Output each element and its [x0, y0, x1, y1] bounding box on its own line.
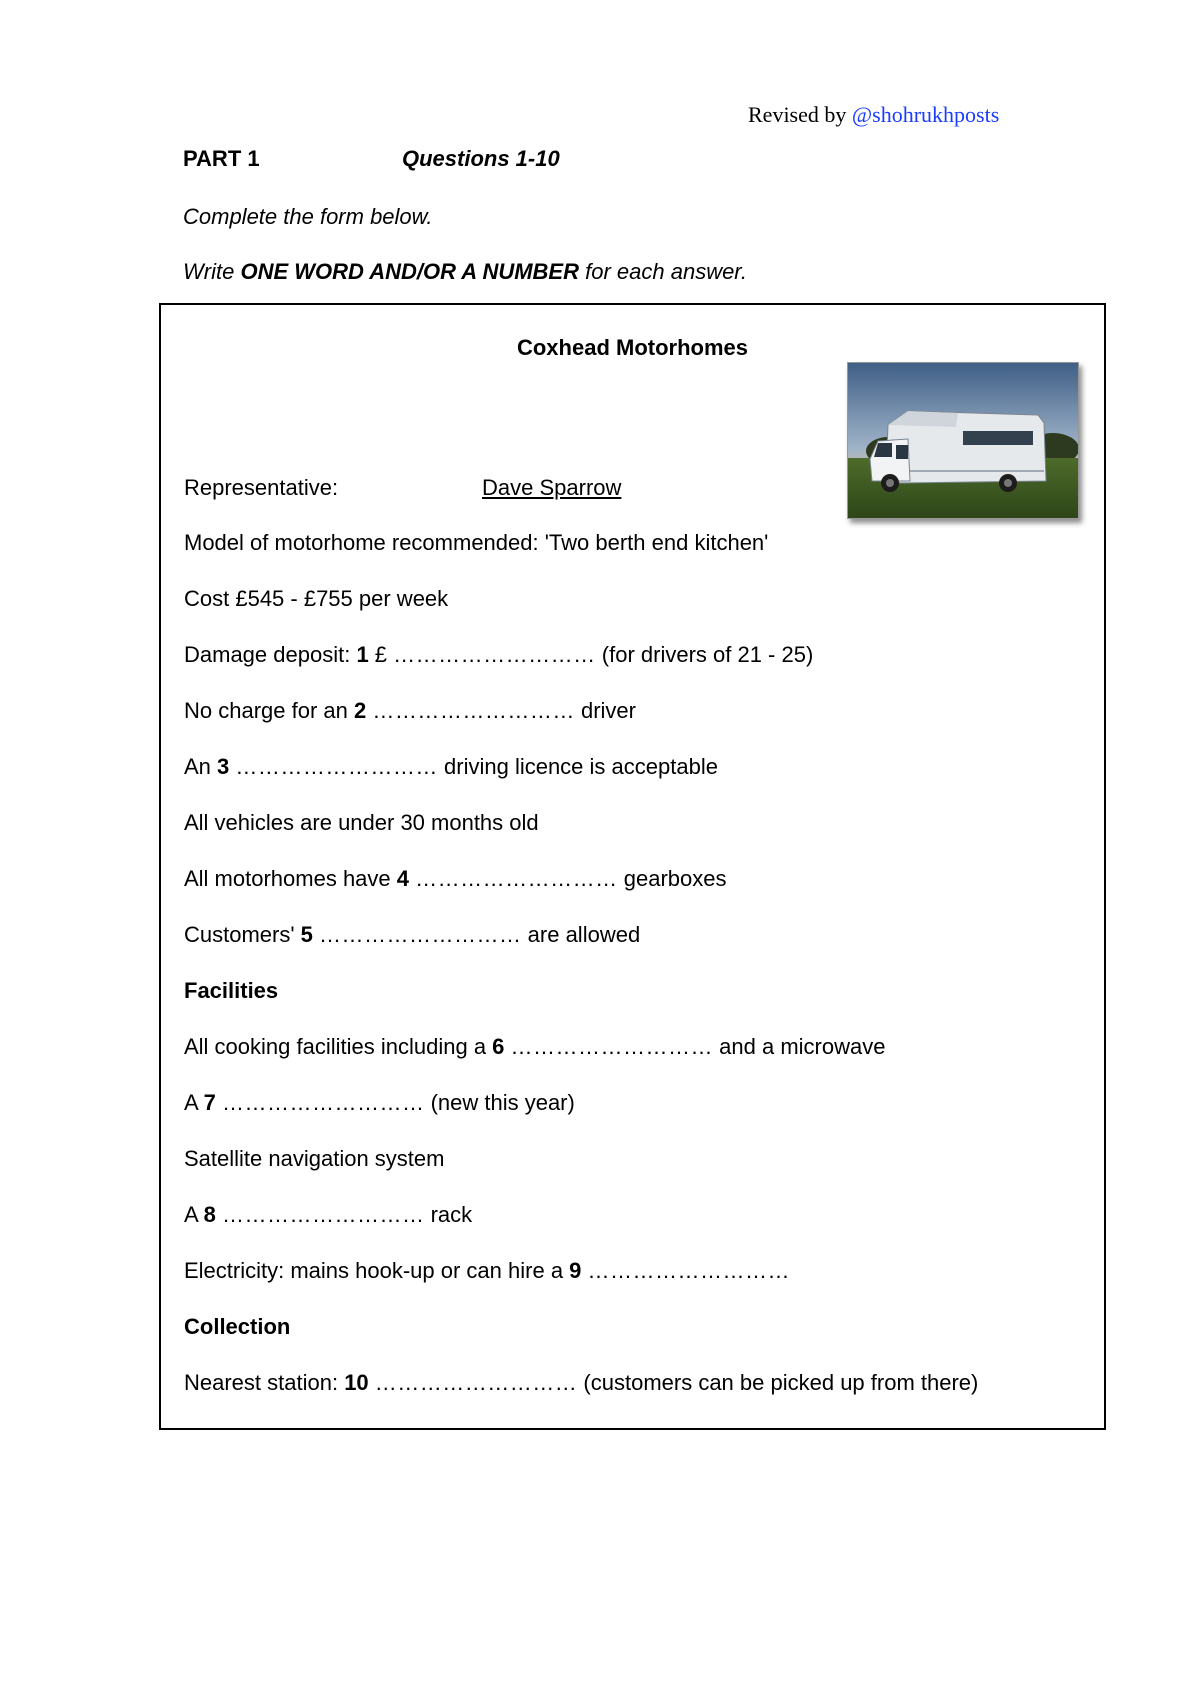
instruction-post: for each answer.: [579, 259, 747, 284]
q1-number: 1: [356, 642, 369, 667]
q8-post: rack: [424, 1202, 473, 1227]
q4-number: 4: [396, 866, 410, 891]
representative-label: Representative:: [184, 475, 339, 500]
form-box: [159, 303, 1106, 1430]
q10-pre: Nearest station:: [184, 1370, 345, 1395]
answer-blank-2[interactable]: ………………………: [372, 698, 575, 723]
collection-heading: Collection: [184, 1314, 291, 1339]
question-2: [184, 698, 636, 724]
revised-prefix: Revised by: [748, 102, 852, 127]
part-label: PART 1: [183, 146, 260, 171]
q10-number: 10: [344, 1370, 369, 1395]
question-6: [184, 1034, 885, 1060]
instruction-write: [183, 259, 747, 285]
q7-pre: A: [184, 1090, 204, 1115]
vehicles-line: All vehicles are under 30 months old: [184, 810, 539, 835]
facilities-heading: Facilities: [184, 978, 279, 1003]
revised-by: [748, 102, 999, 128]
question-8: [184, 1202, 472, 1228]
question-3: [184, 754, 718, 780]
q6-pre: All cooking facilities including a: [184, 1034, 493, 1059]
satnav-line: Satellite navigation system: [184, 1146, 445, 1171]
q1-post: (for drivers of 21 - 25): [595, 642, 814, 667]
revised-handle-link[interactable]: @shohrukhposts: [851, 102, 1000, 127]
model-line: Model of motorhome recommended: 'Two berth end kitchen': [184, 530, 769, 555]
answer-blank-3[interactable]: ………………………: [235, 754, 438, 779]
form-title: Coxhead Motorhomes: [516, 335, 749, 360]
q9-number: 9: [569, 1258, 582, 1283]
answer-blank-9[interactable]: ………………………: [587, 1258, 791, 1283]
q5-pre: Customers': [184, 922, 301, 947]
q2-number: 2: [353, 698, 367, 723]
question-5: [184, 922, 640, 948]
instruction-bold: ONE WORD AND/OR A NUMBER: [240, 259, 579, 284]
q7-post: (new this year): [424, 1090, 575, 1115]
q4-pre: All motorhomes have: [184, 866, 397, 891]
q10-post: (customers can be picked up from there): [577, 1370, 979, 1395]
cost-line: Cost £545 - £755 per week: [184, 586, 449, 611]
question-10: [184, 1370, 978, 1396]
q9-pre: Electricity: mains hook-up or can hire a: [184, 1258, 570, 1283]
q3-pre: An: [184, 754, 218, 779]
q1-pre: Damage deposit:: [184, 642, 357, 667]
q6-number: 6: [492, 1034, 505, 1059]
motorhome-photo-icon: [848, 363, 1078, 518]
q7-number: 7: [203, 1090, 216, 1115]
answer-blank-7[interactable]: ………………………: [221, 1090, 425, 1115]
q5-number: 5: [300, 922, 313, 947]
q8-pre: A: [184, 1202, 204, 1227]
q2-post: driver: [574, 698, 636, 723]
q4-post: gearboxes: [617, 866, 727, 891]
q3-number: 3: [217, 754, 230, 779]
answer-blank-8[interactable]: ………………………: [221, 1202, 425, 1227]
instruction-complete: Complete the form below.: [183, 204, 433, 229]
q5-post: are allowed: [521, 922, 641, 947]
question-9: [184, 1258, 790, 1284]
q1-mid: £: [368, 642, 394, 667]
motorhome-photo: [847, 362, 1079, 519]
question-1: [184, 642, 813, 668]
q8-number: 8: [203, 1202, 216, 1227]
answer-blank-10[interactable]: ………………………: [374, 1370, 578, 1395]
instruction-pre: Write: [183, 259, 241, 284]
representative-name: Dave Sparrow: [482, 475, 622, 500]
question-7: [184, 1090, 575, 1116]
part-heading: [183, 146, 560, 172]
answer-blank-6[interactable]: ………………………: [510, 1034, 714, 1059]
question-4: [184, 866, 727, 892]
answer-blank-4[interactable]: ………………………: [415, 866, 618, 891]
q3-post: driving licence is acceptable: [437, 754, 718, 779]
questions-label: Questions 1-10: [402, 146, 560, 171]
q2-pre: No charge for an: [184, 698, 354, 723]
q6-post: and a microwave: [713, 1034, 886, 1059]
answer-blank-1[interactable]: ………………………: [393, 642, 596, 667]
answer-blank-5[interactable]: ………………………: [319, 922, 522, 947]
